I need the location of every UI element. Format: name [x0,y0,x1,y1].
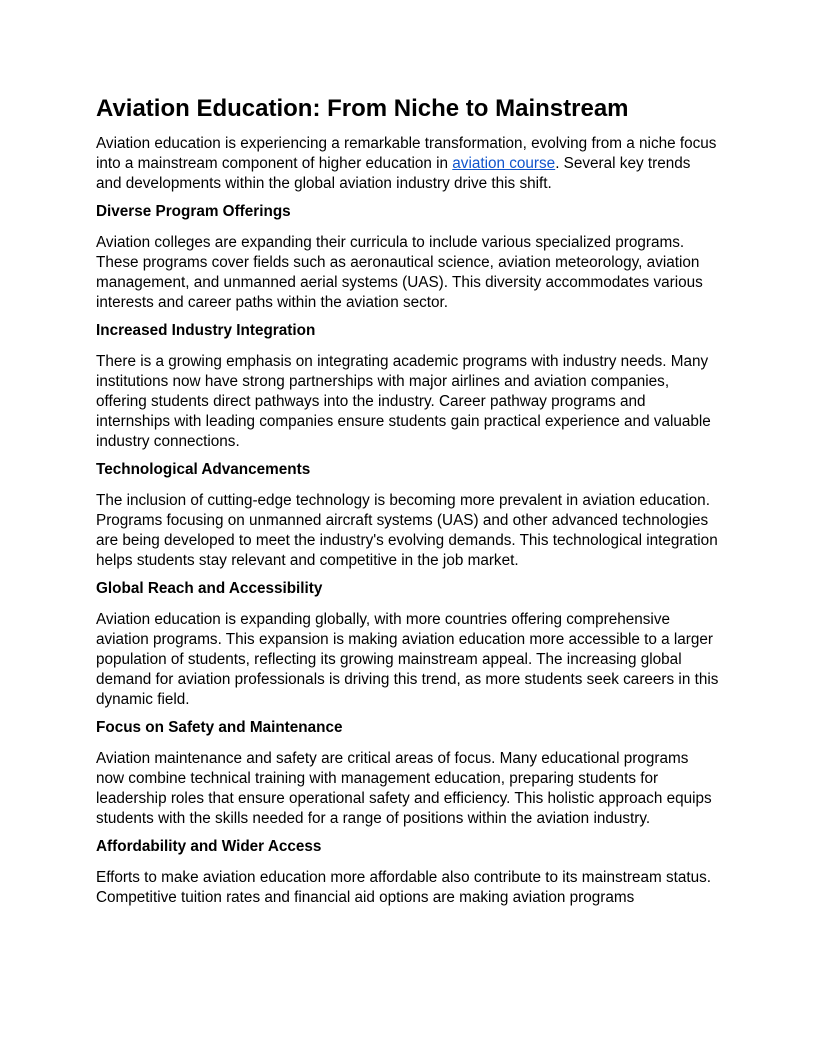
section-body-industry-integration: There is a growing emphasis on integrating academic programs with industry needs. Many institutions now have strong partnerships with major airlines and aviation companies, offering students direct pathways into the industry. Career pathway programs and internships with leading companies ensure students gain practical experience and valuable industry connections. [96,353,711,450]
section-heading-global-reach: Global Reach and Accessibility [96,580,323,597]
section-body-safety-maintenance: Aviation maintenance and safety are critical areas of focus. Many educational programs now combine technical training with management education, preparing students for leadership roles that ensure operational safety and efficiency. This holistic approach equips students with the skills needed for a range of positions within the aviation industry. [96,750,712,827]
intro-paragraph [96,134,720,194]
page-title: Aviation Education: From Niche to Mainstream [96,95,629,122]
section-heading-industry-integration: Increased Industry Integration [96,322,316,339]
intro-text-after-link: . Several key trends and developments within the global aviation industry drive this shift. [96,155,691,192]
intro-text-before-link: Aviation education is experiencing a remarkable transformation, evolving from a niche focus into a mainstream component of higher education in [96,135,717,172]
aviation-course-link[interactable]: aviation course [452,155,556,172]
section-body-global-reach: Aviation education is expanding globally, with more countries offering comprehensive aviation programs. This expansion is making aviation education more accessible to a larger population of students, reflecting its growing mainstream appeal. The increasing global demand for aviation professionals is driving this trend, as more students seek careers in this dynamic field. [96,611,719,708]
section-body-technological-advancements: The inclusion of cutting-edge technology is becoming more prevalent in aviation education. Programs focusing on unmanned aircraft systems (UAS) and other advanced technologies are being developed to meet the industry's evolving demands. This technological integration helps students stay relevant and competitive in the job market. [96,492,718,569]
section-body-affordability: Efforts to make aviation education more affordable also contribute to its mainstream status. Competitive tuition rates and financial aid options are making aviation programs [96,869,712,906]
document-page [96,94,720,916]
section-heading-diverse-programs: Diverse Program Offerings [96,203,291,220]
section-heading-affordability: Affordability and Wider Access [96,838,322,855]
section-heading-safety-maintenance: Focus on Safety and Maintenance [96,719,343,736]
section-heading-technological-advancements: Technological Advancements [96,461,311,478]
section-body-diverse-programs: Aviation colleges are expanding their curricula to include various specialized programs. These programs cover fields such as aeronautical science, aviation meteorology, aviation management, and unmanned aerial systems (UAS). This diversity accommodates various interests and career paths within the aviation sector. [96,234,703,311]
